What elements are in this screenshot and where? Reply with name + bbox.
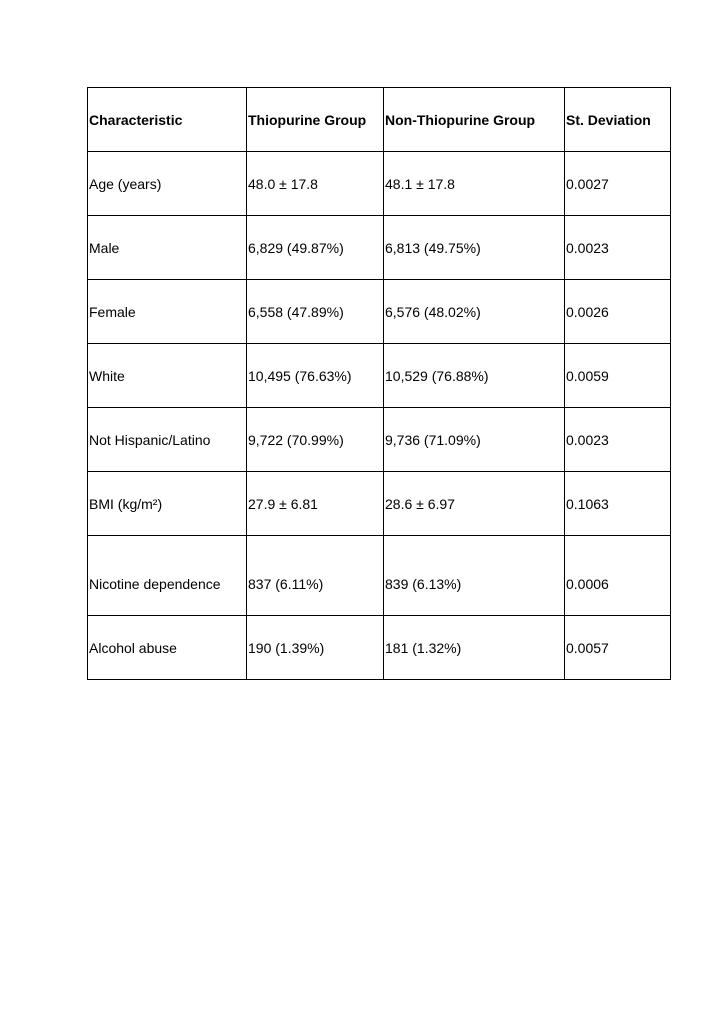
- header-st-deviation: St. Deviation: [565, 88, 671, 152]
- header-characteristic: Characteristic: [88, 88, 247, 152]
- table-row: [88, 536, 671, 616]
- cell-characteristic: Alcohol abuse: [88, 616, 247, 680]
- cell-non-thiopurine: 6,576 (48.02%): [384, 280, 565, 344]
- cell-st-deviation: 0.0006: [565, 536, 671, 616]
- cell-characteristic: White: [88, 344, 247, 408]
- table-row: [88, 280, 671, 344]
- cell-st-deviation: 0.0023: [565, 216, 671, 280]
- cell-non-thiopurine: 9,736 (71.09%): [384, 408, 565, 472]
- cell-non-thiopurine: 48.1 ± 17.8: [384, 152, 565, 216]
- cell-characteristic: Not Hispanic/Latino: [88, 408, 247, 472]
- cell-st-deviation: 0.0059: [565, 344, 671, 408]
- header-thiopurine-group: Thiopurine Group: [247, 88, 384, 152]
- cell-characteristic: Age (years): [88, 152, 247, 216]
- cell-thiopurine: 10,495 (76.63%): [247, 344, 384, 408]
- cell-thiopurine: 9,722 (70.99%): [247, 408, 384, 472]
- cell-st-deviation: 0.1063: [565, 472, 671, 536]
- cell-non-thiopurine: 10,529 (76.88%): [384, 344, 565, 408]
- table-row: [88, 616, 671, 680]
- cell-non-thiopurine: 28.6 ± 6.97: [384, 472, 565, 536]
- cell-st-deviation: 0.0057: [565, 616, 671, 680]
- table-row: [88, 408, 671, 472]
- cell-st-deviation: 0.0027: [565, 152, 671, 216]
- cell-characteristic: Nicotine dependence: [88, 536, 247, 616]
- cell-thiopurine: 6,829 (49.87%): [247, 216, 384, 280]
- table-row: [88, 472, 671, 536]
- characteristics-table: [87, 87, 671, 680]
- table-row: [88, 216, 671, 280]
- cell-st-deviation: 0.0023: [565, 408, 671, 472]
- cell-st-deviation: 0.0026: [565, 280, 671, 344]
- cell-non-thiopurine: 6,813 (49.75%): [384, 216, 565, 280]
- cell-characteristic: BMI (kg/m²): [88, 472, 247, 536]
- table-row: [88, 152, 671, 216]
- cell-non-thiopurine: 839 (6.13%): [384, 536, 565, 616]
- header-non-thiopurine-group: Non-Thiopurine Group: [384, 88, 565, 152]
- cell-thiopurine: 837 (6.11%): [247, 536, 384, 616]
- cell-characteristic: Male: [88, 216, 247, 280]
- cell-non-thiopurine: 181 (1.32%): [384, 616, 565, 680]
- cell-thiopurine: 48.0 ± 17.8: [247, 152, 384, 216]
- cell-thiopurine: 6,558 (47.89%): [247, 280, 384, 344]
- table-header-row: [88, 88, 671, 152]
- cell-thiopurine: 27.9 ± 6.81: [247, 472, 384, 536]
- cell-thiopurine: 190 (1.39%): [247, 616, 384, 680]
- cell-characteristic: Female: [88, 280, 247, 344]
- table-row: [88, 344, 671, 408]
